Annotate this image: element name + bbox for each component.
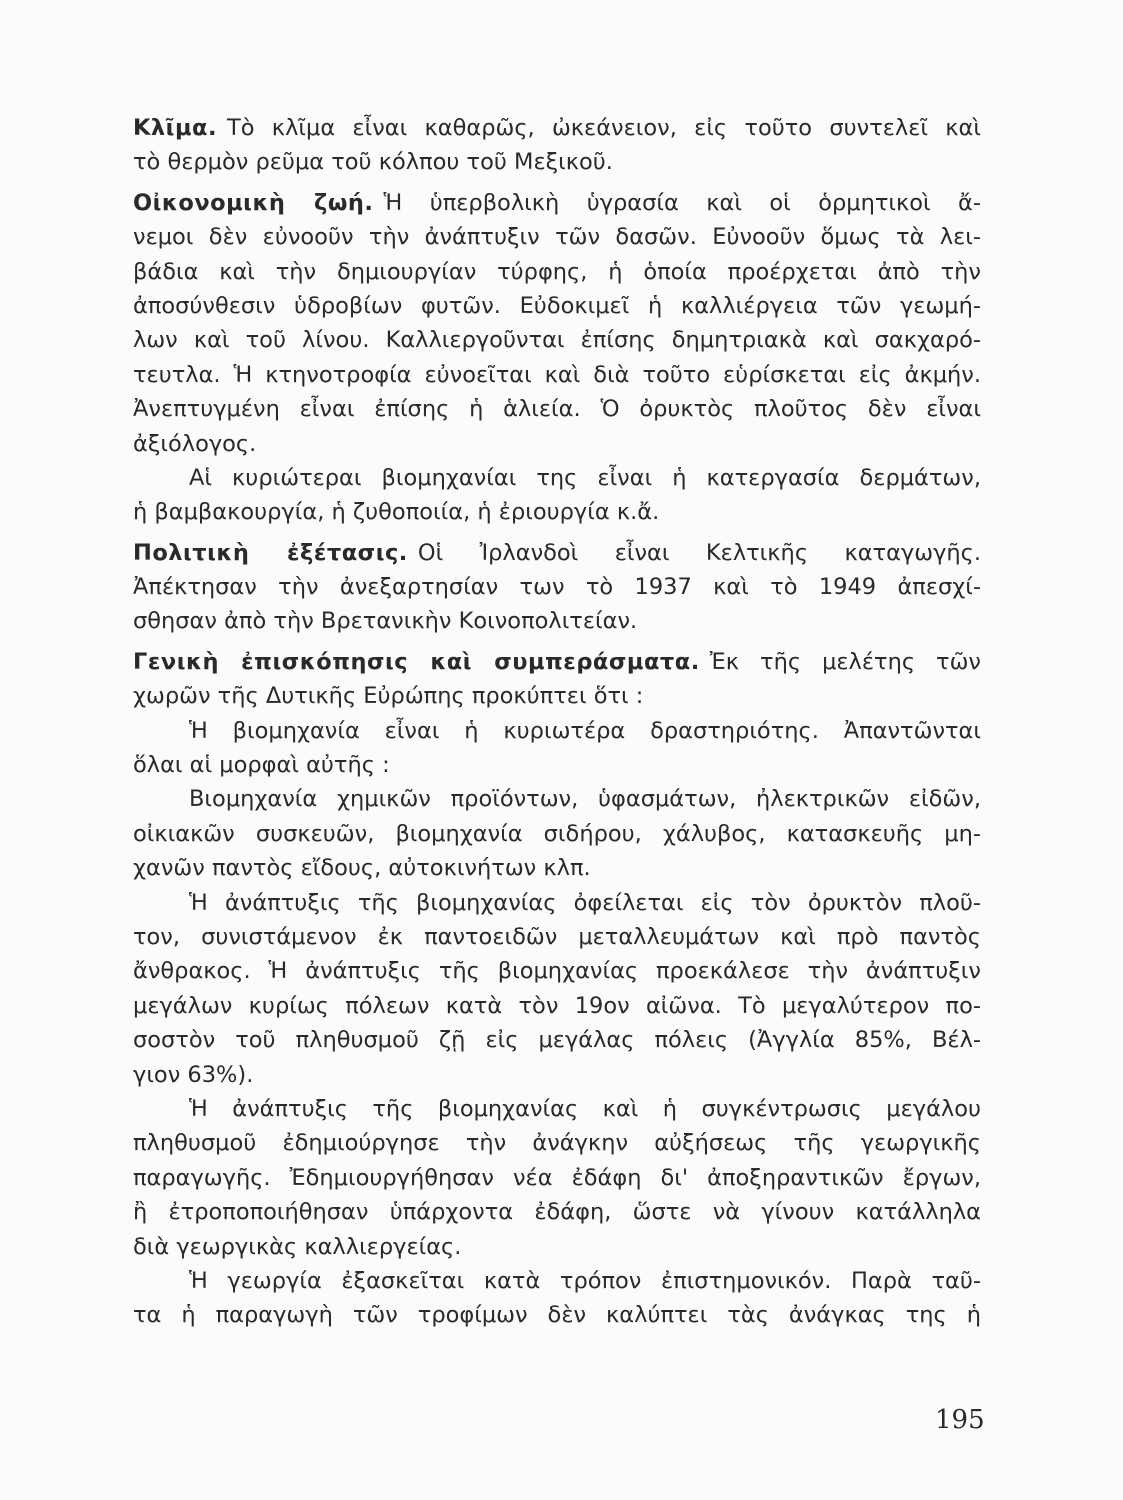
text-line: χανῶν παντὸς εἴδους, αὐτοκινήτων κλπ.: [133, 855, 591, 882]
text-line: [133, 645, 981, 679]
text-line: Ἀπέκτησαν τὴν ἀνεξαρτησίαν των τὸ 1937 καὶ τὸ 1949 ἀπεσχί-: [133, 574, 981, 601]
text-line: Ἡ γεωργία ἐξασκεῖται κατὰ τρόπον ἐπιστημονικόν. Παρὰ ταῦ-: [189, 1267, 981, 1294]
text-line: λων καὶ τοῦ λίνου. Καλλιεργοῦνται ἐπίσης δημητριακὰ καὶ σακχαρό-: [133, 327, 981, 354]
text-line: Ἀνεπτυγμένη εἶναι ἐπίσης ἡ ἁλιεία. Ὁ ὀρυκτὸς πλοῦτος δὲν εἶναι: [133, 396, 981, 423]
text-line: πληθυσμοῦ ἐδημιούργησε τὴν ἀνάγκην αὐξήσεως τῆς γεωργικῆς: [133, 1130, 981, 1157]
section-heading-oikonomia: Οἰκονομικὴ ζωή.: [133, 189, 374, 216]
text-line: ἢ ἐτροποποιήθησαν ὑπάρχοντα ἐδάφη, ὥστε νὰ γίνουν κατάλληλα: [133, 1199, 981, 1226]
text-line: Βιομηχανία χημικῶν προϊόντων, ὑφασμάτων, ἠλεκτρικῶν εἰδῶν,: [189, 786, 981, 813]
text-line: νεμοι δὲν εὐνοοῦν τὴν ἀνάπτυξιν τῶν δασῶν. Εὐνοοῦν ὅμως τὰ λει-: [133, 224, 981, 251]
text-line: [133, 111, 981, 145]
text-line: παραγωγῆς. Ἐδημιουργήθησαν νέα ἐδάφη δι' ἀποξηραντικῶν ἔργων,: [133, 1164, 981, 1191]
text-span: Ἡ ὑπερβολικὴ ὑγρασία καὶ οἱ ὁρμητικοὶ ἄ-: [383, 189, 981, 216]
text-line: Ἡ ἀνάπτυξις τῆς βιομηχανίας καὶ ἡ συγκέντρωσις μεγάλου: [189, 1095, 981, 1122]
text-line: [133, 536, 981, 570]
text-line: τα ἡ παραγωγὴ τῶν τροφίμων δὲν καλύπτει τὰς ἀνάγκας της ἡ: [133, 1302, 981, 1329]
section-heading-geniki: Γενικὴ ἐπισκόπησις καὶ συμπεράσματα.: [133, 648, 700, 675]
text-line: Ἡ ἀνάπτυξις τῆς βιομηχανίας ὀφείλεται εἰς τὸν ὀρυκτὸν πλοῦ-: [189, 889, 981, 916]
text-span: Ἐκ τῆς μελέτης τῶν: [709, 648, 981, 675]
text-line: ἄνθρακος. Ἡ ἀνάπτυξις τῆς βιομηχανίας προεκάλεσε τὴν ἀνάπτυξιν: [133, 958, 981, 985]
section-heading-klima: Κλῖμα.: [133, 115, 218, 141]
text-line: τευτλα. Ἡ κτηνοτροφία εὐνοεῖται καὶ διὰ τοῦτο εὑρίσκεται εἰς ἀκμήν.: [133, 361, 981, 388]
text-line: [133, 186, 981, 220]
text-line: οἰκιακῶν συσκευῶν, βιομηχανία σιδήρου, χάλυβος, κατασκευῆς μη-: [133, 820, 981, 847]
text-line: τον, συνιστάμενον ἐκ παντοειδῶν μεταλλευμάτων καὶ πρὸ παντὸς: [133, 923, 981, 950]
text-line: ὅλαι αἱ μορφαὶ αὐτῆς :: [133, 752, 390, 779]
text-line: σθησαν ἀπὸ τὴν Βρετανικὴν Κοινοπολιτείαν.: [133, 608, 638, 635]
text-line: διὰ γεωργικὰς καλλιεργείας.: [133, 1233, 462, 1260]
page-number: 195: [935, 1405, 985, 1435]
text-line: ἀποσύνθεσιν ὑδροβίων φυτῶν. Εὐδοκιμεῖ ἡ καλλιέργεια τῶν γεωμή-: [133, 292, 981, 319]
text-line: χωρῶν τῆς Δυτικῆς Εὐρώπης προκύπτει ὅτι :: [133, 683, 644, 710]
text-line: μεγάλων κυρίως πόλεων κατὰ τὸν 19ον αἰῶνα. Τὸ μεγαλύτερον πο-: [133, 992, 981, 1019]
text-line: Ἡ βιομηχανία εἶναι ἡ κυριωτέρα δραστηριότης. Ἀπαντῶνται: [189, 717, 981, 744]
text-line: γιον 63%).: [133, 1061, 254, 1088]
text-line: ἀξιόλογος.: [133, 430, 257, 457]
page-text: [133, 111, 981, 1333]
text-line: σοστὸν τοῦ πληθυσμοῦ ζῇ εἰς μεγάλας πόλεις (Ἀγγλία 85%, Βέλ-: [133, 1027, 981, 1054]
text-line: ἡ βαμβακουργία, ἡ ζυθοποιία, ἡ ἐριουργία κ.ἄ.: [133, 499, 660, 526]
text-line: Αἱ κυριώτεραι βιομηχανίαι της εἶναι ἡ κατεργασία δερμάτων,: [189, 464, 981, 491]
text-line: βάδια καὶ τὴν δημιουργίαν τύρφης, ἡ ὁποία προέρχεται ἀπὸ τὴν: [133, 258, 981, 285]
text-span: Οἱ Ἰρλανδοὶ εἶναι Κελτικῆς καταγωγῆς.: [417, 539, 981, 566]
text-span: Τὸ κλῖμα εἶναι καθαρῶς, ὠκεάνειον, εἰς τοῦτο συντελεῖ καὶ: [227, 115, 981, 141]
section-heading-politiki: Πολιτικὴ ἐξέτασις.: [133, 539, 408, 566]
text-line: τὸ θερμὸν ρεῦμα τοῦ κόλπου τοῦ Μεξικοῦ.: [133, 149, 613, 176]
